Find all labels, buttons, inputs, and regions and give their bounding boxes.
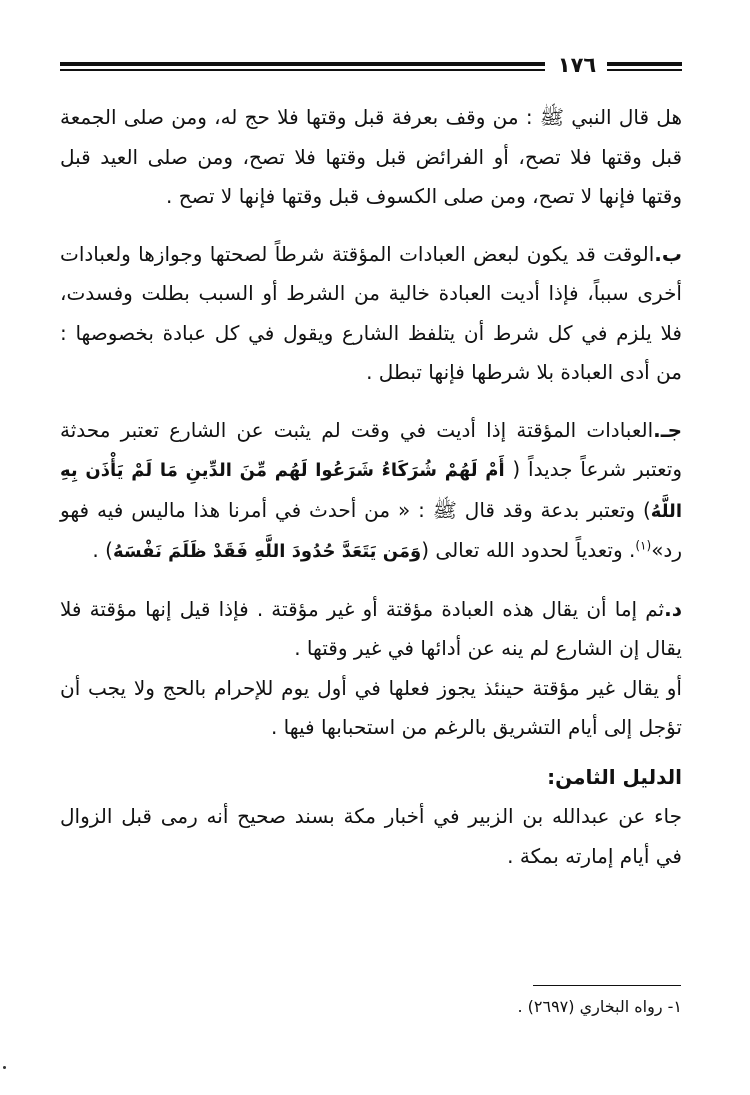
page-header [60, 53, 682, 78]
paragraph-text: ) وتعتبر بدعة وقد قال ﷺ : « من أحدث في أمرنا هذا ماليس فيه فهو رد» [60, 497, 682, 562]
scan-speck [3, 1066, 6, 1069]
quran-verse: أَمْ لَهُمْ شُرَكَاءُ شَرَعُوا لَهُم مِّنَ الدِّينِ مَا لَمْ يَأْذَن بِهِ اللَّهُ [60, 460, 682, 522]
paragraph-text: هل قال النبي ﷺ : من وقف بعرفة قبل وقتها فلا حج له، ومن صلى الجمعة قبل وقتها فلا تصح، أو الفرائض قبل وقتها فلا تصح، ومن صلى العيد قبل وقتها فإنها لا تصح، ومن صلى الكسوف قبل وقتها فإنها لا تصح . [60, 105, 682, 208]
quran-verse: وَمَن يَتَعَدَّ حُدُودَ اللَّهِ فَقَدْ ظَلَمَ نَفْسَهُ [112, 541, 422, 562]
page-body [60, 98, 682, 876]
paragraph-j [60, 411, 682, 572]
paragraph-text: ) . [92, 538, 113, 562]
section-text [60, 797, 682, 876]
page-number: ١٧٦ [557, 53, 597, 77]
paragraph-marker: د. [664, 596, 682, 621]
header-rule [607, 62, 682, 66]
section-heading: الدليل الثامن: [547, 764, 682, 789]
header-rule [60, 62, 545, 66]
paragraph-b [60, 235, 682, 393]
paragraph-text: أو يقال غير مؤقتة حينئذ يجوز فعلها في أول يوم للإحرام بالحج ولا يجب أن تؤجل إلى أيام التشريق بالرغم من استحبابها فيها . [60, 675, 682, 739]
header-rule [607, 69, 682, 71]
paragraph-marker: جـ. [653, 417, 682, 442]
paragraph-text: الوقت قد يكون لبعض العبادات المؤقتة شرطاً لصحتها وجوازها ولعبادات أخرى سبباً، فإذا أديت العبادة خالية من الشرط أو السبب بطلت وفسدت، فلا يلزم في كل شرط أن يتلفظ الشارع ويقول في كل عبادة بخصوصها : من أدى العبادة بلا شرطها فإنها تبطل . [60, 241, 682, 384]
footnote: ١- رواه البخاري (٢٦٩٧) . [517, 997, 682, 1016]
footnote-divider [533, 985, 681, 986]
paragraph-d [60, 590, 682, 669]
paragraph-text: جاء عن عبدالله بن الزبير في أخبار مكة بسند صحيح أنه رمى قبل الزوال في أيام إمارته بمكة . [60, 804, 682, 868]
paragraph-alternative [60, 669, 682, 748]
header-rule [60, 69, 545, 71]
paragraph-text: ثم إما أن يقال هذه العبادة مؤقتة أو غير مؤقتة . فإذا قيل إنها مؤقتة فلا يقال إن الشارع لم ينه عن أدائها في غير وقتها . [60, 596, 682, 660]
paragraph-text: العبادات المؤقتة إذا أديت في وقت لم يثبت عن الشارع تعتبر محدثة وتعتبر شرعاً جديداً ( [60, 417, 683, 481]
paragraph-marker: ب. [654, 241, 682, 266]
paragraph-intro [60, 98, 682, 217]
footnote-reference[interactable]: (١) [635, 538, 652, 553]
paragraph-text: . وتعدياً لحدود الله تعالى ( [421, 538, 636, 562]
